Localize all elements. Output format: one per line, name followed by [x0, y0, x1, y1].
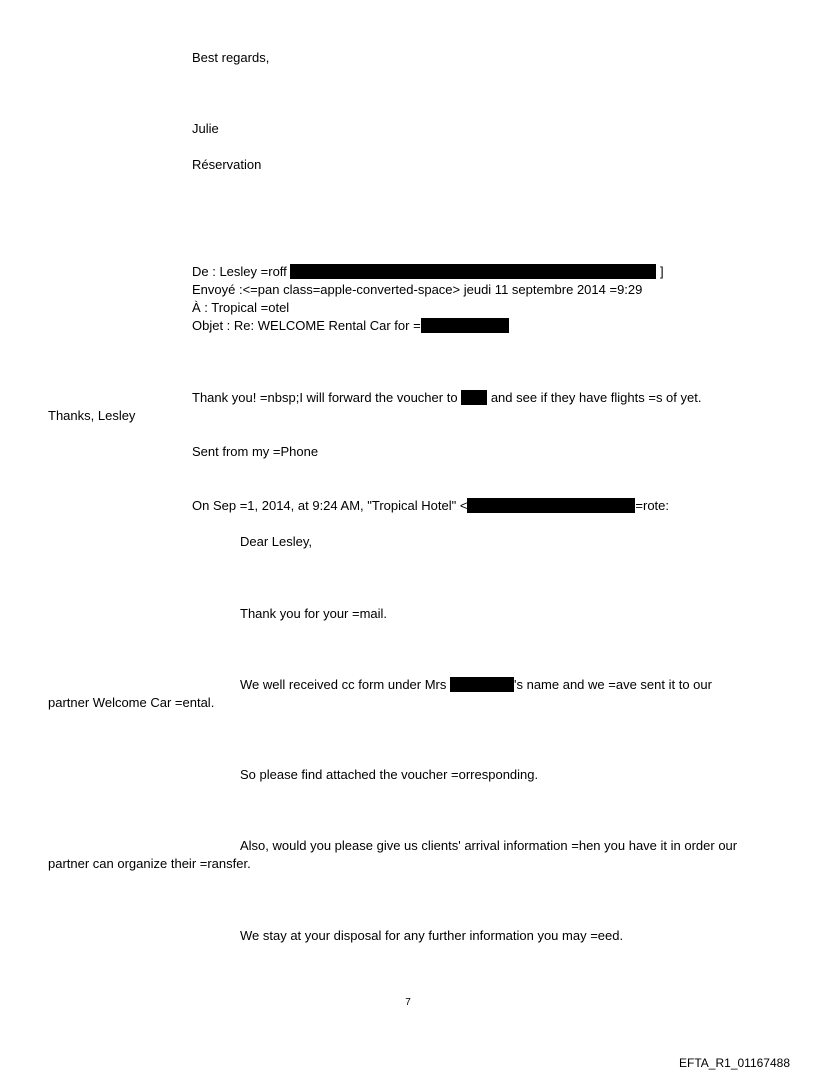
reply-line-2: Thanks, Lesley — [48, 408, 136, 423]
quoted-intro — [192, 498, 669, 514]
header-sent: Envoyé :<=pan class=apple-converted-space> jeudi 11 septembre 2014 =9:29 — [192, 282, 643, 297]
reply-sent-from: Sent from my =Phone — [192, 444, 319, 459]
quoted-paragraph-2-continued: partner Welcome Car =ental. — [48, 695, 215, 710]
reply-line-1-a: Thank you! =nbsp;I will forward the voucher to — [192, 390, 458, 405]
signer-name: Julie — [192, 121, 219, 136]
header-from-close: ] — [660, 264, 664, 279]
closing-greeting: Best regards, — [192, 50, 270, 65]
quoted-paragraph-4: Also, would you please give us clients' arrival information =hen you have it in order our — [240, 838, 738, 853]
bates-number: EFTA_R1_01167488 — [679, 1056, 790, 1070]
quoted-intro-suffix: =rote: — [635, 498, 670, 513]
header-to: À : Tropical =otel — [192, 300, 290, 315]
header-subject — [192, 318, 509, 334]
quoted-paragraph-5: We stay at your disposal for any further information you may =eed. — [240, 928, 624, 943]
redaction-block — [461, 390, 487, 405]
quoted-paragraph-4-continued: partner can organize their =ransfer. — [48, 856, 251, 871]
reply-line-1-b: and see if they have flights =s of yet. — [490, 390, 702, 405]
quoted-paragraph-2-a: We well received cc form under Mrs — [240, 677, 447, 692]
page-number: 7 — [405, 997, 411, 1008]
quoted-paragraph-2-b: 's name and we =ave sent it to our — [514, 677, 712, 692]
quoted-paragraph-2 — [240, 677, 712, 693]
quoted-greeting: Dear Lesley, — [240, 534, 313, 549]
redaction-block — [467, 498, 635, 513]
redaction-block — [290, 264, 656, 279]
quoted-paragraph-3: So please find attached the voucher =orresponding. — [240, 767, 539, 782]
header-subject-label: Objet : Re: WELCOME Rental Car for = — [192, 318, 421, 333]
redaction-block — [450, 677, 514, 692]
redaction-block — [421, 318, 509, 333]
header-from — [192, 264, 664, 280]
reply-line-1 — [192, 390, 701, 406]
quoted-paragraph-1: Thank you for your =mail. — [240, 606, 388, 621]
header-from-label: De : Lesley =roff — [192, 264, 287, 279]
quoted-intro-prefix: On Sep =1, 2014, at 9:24 AM, "Tropical Hotel" < — [192, 498, 468, 513]
signer-department: Réservation — [192, 157, 262, 172]
